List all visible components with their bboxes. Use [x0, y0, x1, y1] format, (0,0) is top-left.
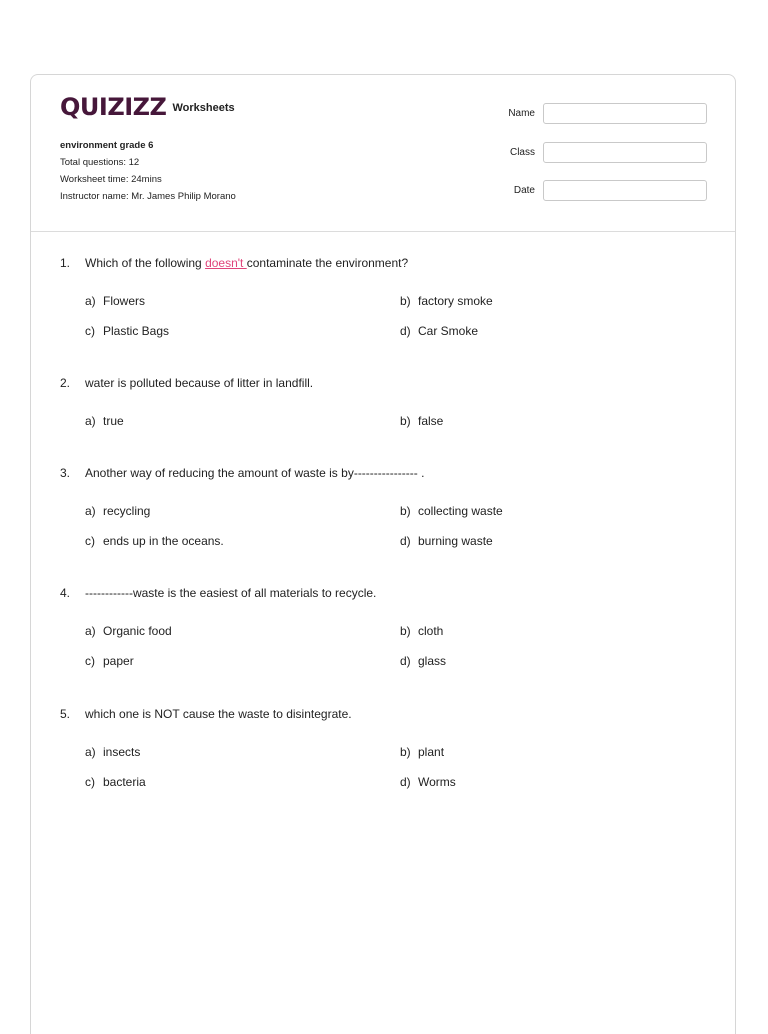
question-stem [60, 707, 710, 721]
option-text: Plastic Bags [103, 324, 170, 338]
option-text: Flowers [103, 294, 146, 308]
worksheet-time: Worksheet time: 24mins [60, 174, 162, 185]
question-stem [60, 256, 710, 270]
worksheet-title: environment grade 6 [60, 140, 154, 151]
total-questions: Total questions: 12 [60, 157, 140, 168]
question-text-pre: Which of the following [85, 256, 206, 270]
question-text-post: contaminate the environment? [246, 256, 409, 270]
option-letter: c) [85, 654, 95, 668]
question-number: 3. [60, 466, 71, 480]
question-1 [60, 256, 710, 338]
question-text: Another way of reducing the amount of waste is by---------------- . [85, 466, 425, 480]
question-2 [60, 376, 710, 428]
option-b[interactable] [400, 745, 444, 759]
option-letter: b) [400, 504, 411, 518]
option-letter: a) [85, 504, 96, 518]
option-letter: a) [85, 414, 96, 428]
option-letter: a) [85, 294, 96, 308]
option-d[interactable] [400, 775, 456, 789]
option-letter: d) [400, 324, 411, 338]
question-number: 4. [60, 586, 71, 600]
option-a[interactable] [85, 414, 124, 428]
option-c[interactable] [85, 324, 169, 338]
question-4 [60, 586, 710, 668]
option-letter: c) [85, 324, 95, 338]
worksheet-header [31, 75, 735, 232]
option-text: false [418, 414, 444, 428]
option-a[interactable] [85, 504, 150, 518]
question-text [85, 256, 408, 270]
option-text: Car Smoke [418, 324, 479, 338]
question-text: ------------waste is the easiest of all materials to recycle. [85, 586, 377, 600]
name-input[interactable] [543, 103, 707, 124]
option-text: true [103, 414, 124, 428]
question-number: 5. [60, 707, 71, 721]
worksheet-page [30, 74, 736, 1034]
question-number: 2. [60, 376, 71, 390]
option-d[interactable] [400, 534, 493, 548]
option-letter: d) [400, 534, 411, 548]
option-letter: a) [85, 745, 96, 759]
option-letter: b) [400, 294, 411, 308]
question-3 [60, 466, 710, 548]
name-field-row [475, 103, 707, 124]
question-text: which one is NOT cause the waste to disintegrate. [85, 707, 352, 721]
option-letter: c) [85, 775, 95, 789]
option-a[interactable] [85, 294, 145, 308]
question-stem [60, 466, 710, 480]
question-5 [60, 707, 710, 789]
brand-subtitle: Worksheets [172, 102, 235, 114]
option-text: Organic food [103, 624, 172, 638]
option-c[interactable] [85, 654, 134, 668]
date-field-row [475, 180, 707, 201]
question-text: water is polluted because of litter in landfill. [85, 376, 314, 390]
option-b[interactable] [400, 624, 443, 638]
option-text: factory smoke [418, 294, 493, 308]
class-field-row [475, 142, 707, 163]
option-text: Worms [418, 775, 456, 789]
option-text: collecting waste [418, 504, 503, 518]
question-stem [60, 586, 710, 600]
option-b[interactable] [400, 504, 503, 518]
option-text: ends up in the oceans. [103, 534, 224, 548]
option-b[interactable] [400, 294, 493, 308]
option-d[interactable] [400, 654, 446, 668]
date-label: Date [513, 185, 535, 196]
date-input[interactable] [543, 180, 707, 201]
option-letter: a) [85, 624, 96, 638]
question-number: 1. [60, 256, 71, 270]
option-text: glass [418, 654, 447, 668]
instructor-name: Instructor name: Mr. James Philip Morano [60, 191, 236, 202]
option-letter: d) [400, 775, 411, 789]
brand [60, 95, 235, 119]
option-c[interactable] [85, 534, 224, 548]
option-c[interactable] [85, 775, 146, 789]
quizizz-logo: QUIZIZZ [60, 93, 167, 121]
question-highlight: doesn't [205, 256, 247, 270]
option-letter: b) [400, 414, 411, 428]
option-a[interactable] [85, 624, 172, 638]
option-text: cloth [418, 624, 444, 638]
class-label: Class [509, 147, 535, 158]
class-input[interactable] [543, 142, 707, 163]
name-label: Name [508, 108, 535, 119]
option-text: insects [103, 745, 141, 759]
option-letter: b) [400, 624, 411, 638]
option-letter: c) [85, 534, 95, 548]
option-a[interactable] [85, 745, 140, 759]
option-text: paper [103, 654, 134, 668]
option-text: recycling [103, 504, 151, 518]
option-b[interactable] [400, 414, 443, 428]
option-text: bacteria [103, 775, 146, 789]
option-text: plant [418, 745, 445, 759]
option-d[interactable] [400, 324, 478, 338]
option-text: burning waste [418, 534, 493, 548]
option-letter: b) [400, 745, 411, 759]
worksheet-meta [60, 137, 236, 205]
option-letter: d) [400, 654, 411, 668]
question-stem [60, 376, 710, 390]
